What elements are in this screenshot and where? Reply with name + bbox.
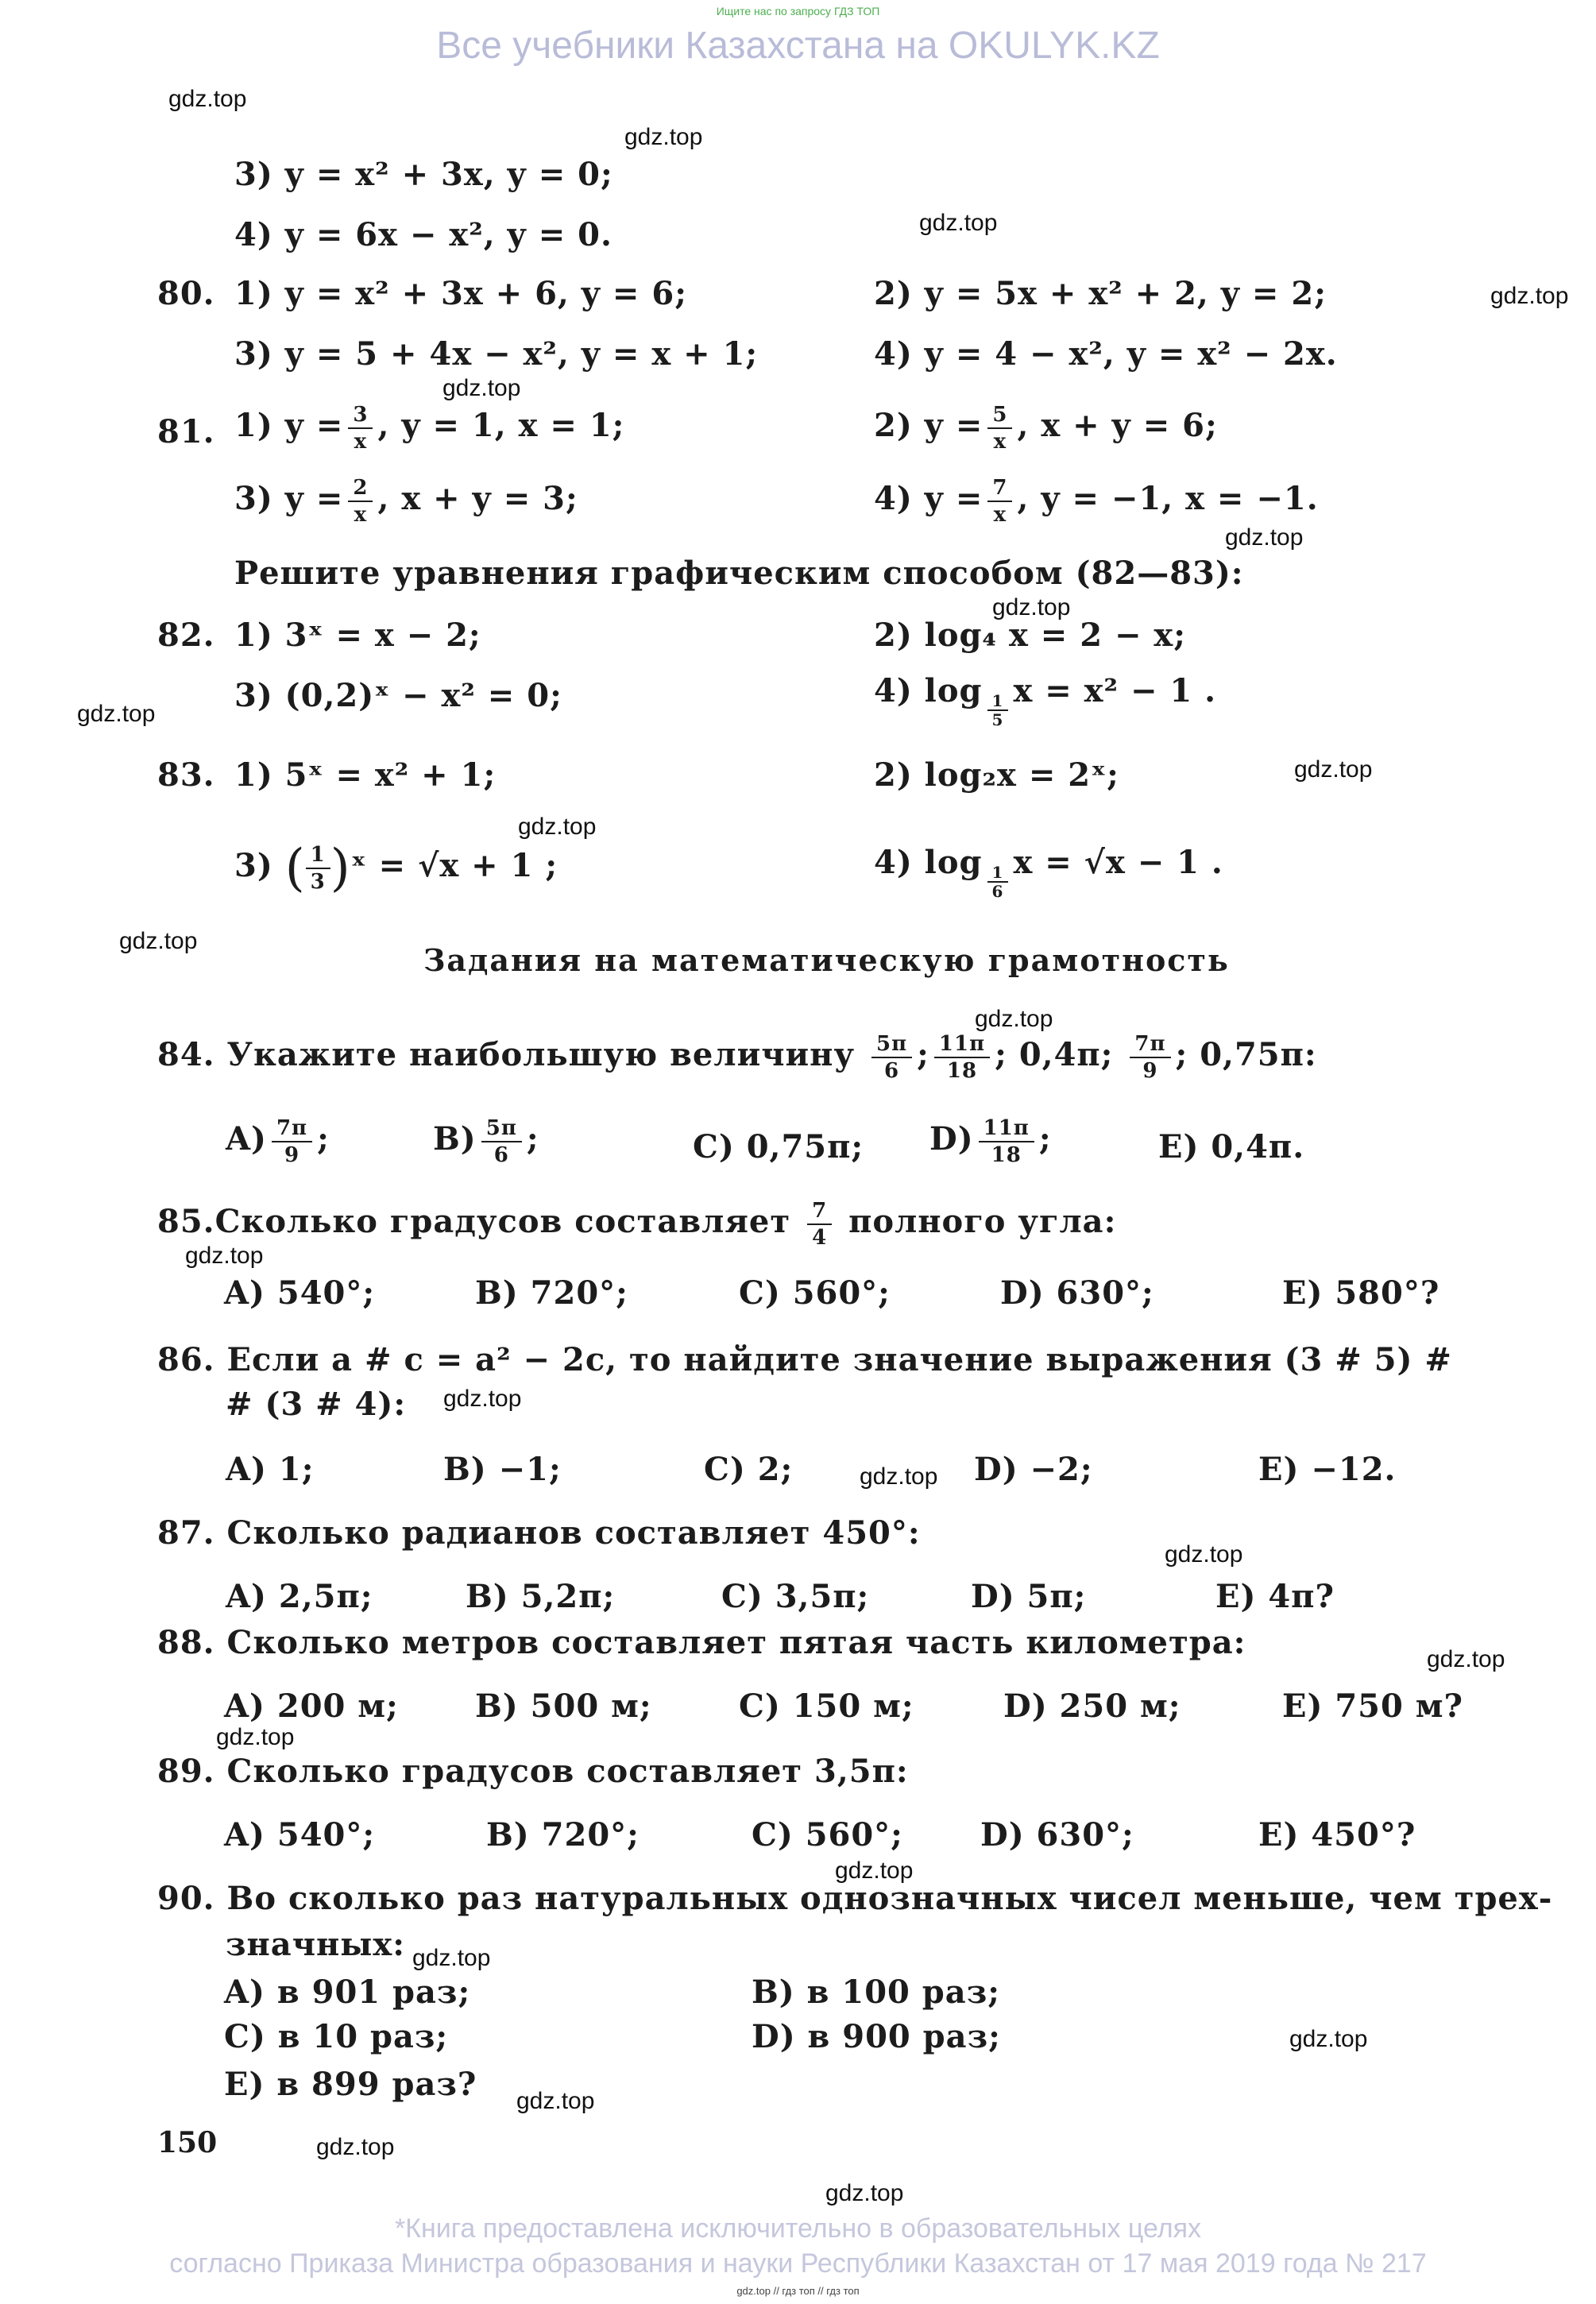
watermark: gdz.top bbox=[316, 2134, 395, 2160]
exercise-89-question: 89. Сколько градусов составляет 3,5π: bbox=[157, 1753, 909, 1790]
exercise-81-item-4: 4) y = $\frac{7}{x}$ , y = −1, x = −1. bbox=[874, 476, 1319, 527]
answer-e: E) 4π? bbox=[1215, 1578, 1335, 1615]
watermark: gdz.top bbox=[1225, 524, 1304, 551]
answer-a: A) в 901 раз; bbox=[224, 1973, 471, 2011]
exercise-83-item-3: 3) ( $\frac{1}{3}$ )ˣ = √x + 1 ; bbox=[234, 839, 558, 898]
answer-c: C) 150 м; bbox=[739, 1687, 914, 1725]
fraction-subscript: $\frac{1}{5}$ bbox=[987, 692, 1009, 729]
fraction: $\frac{5}{x}$ bbox=[987, 402, 1012, 454]
answer-c: C) 3,5π; bbox=[721, 1578, 870, 1615]
answer-d: D) −2; bbox=[974, 1451, 1093, 1488]
exercise-81-item-2: 2) y = $\frac{5}{x}$ , x + y = 6; bbox=[874, 403, 1218, 454]
exercise-82-item-4: 4) log $\frac{1}{5}$ x = x² − 1 . bbox=[874, 672, 1217, 729]
answer-e: E) 450°? bbox=[1258, 1816, 1416, 1854]
answer-c: C) в 10 раз; bbox=[224, 2018, 449, 2055]
page-number: 150 bbox=[157, 2126, 218, 2159]
watermark: gdz.top bbox=[835, 1858, 914, 1884]
exercise-85-question: 85.Сколько градусов составляет $\frac{7}{4}$ полного угла: bbox=[157, 1199, 1117, 1250]
watermark: gdz.top bbox=[216, 1724, 295, 1750]
answer-b: B) 5,2π; bbox=[466, 1578, 616, 1615]
fraction: $\frac{3}{x}$ bbox=[348, 402, 373, 454]
exercise-84-question: 84. Укажите наибольшую величину $\frac{5\pi}{6}$ ; $\frac{11\pi}{18}$ ; 0,4π; $\frac{7\pi}{9}$ ; 0,75π: bbox=[157, 1032, 1317, 1083]
answer-a: A) 1; bbox=[226, 1451, 315, 1488]
answer-a: A) 540°; bbox=[224, 1274, 376, 1312]
answer-e: E) −12. bbox=[1258, 1451, 1397, 1488]
fraction: $\frac{7}{4}$ bbox=[807, 1198, 832, 1251]
answer-e: E) 580°? bbox=[1282, 1274, 1440, 1312]
exercise-80-item-4: 4) y = 4 − x², y = x² − 2x. bbox=[874, 335, 1338, 373]
answer-a: A) 540°; bbox=[224, 1816, 376, 1854]
watermark: gdz.top bbox=[1427, 1646, 1505, 1672]
fraction: $\frac{1}{3}$ bbox=[306, 842, 330, 895]
answer-d: D) 250 м; bbox=[1003, 1687, 1181, 1725]
answer-d: D) 5π; bbox=[971, 1578, 1087, 1615]
answer-b: B) 720°; bbox=[475, 1274, 628, 1312]
fraction: $\frac{7\pi}{9}$ bbox=[1130, 1031, 1170, 1084]
exercise-86-question-cont: # (3 # 4): bbox=[226, 1386, 407, 1423]
watermark: gdz.top bbox=[825, 2180, 904, 2206]
answer-e: E) 750 м? bbox=[1282, 1687, 1463, 1725]
watermark: gdz.top bbox=[77, 701, 156, 727]
exercise-number: 87. bbox=[157, 1514, 215, 1552]
footer-line-2: согласно Приказа Министра образования и науки Республики Казахстан от 17 мая 2019 года № 217 bbox=[169, 2248, 1427, 2279]
exercise-82-item-2: 2) log₄ x = 2 − x; bbox=[874, 617, 1186, 654]
exercise-80-item-3: 3) y = 5 + 4x − x², y = x + 1; bbox=[234, 335, 759, 373]
watermark: gdz.top bbox=[443, 1386, 522, 1412]
exercise-number: 85. bbox=[157, 1203, 215, 1240]
fraction-subscript: $\frac{1}{6}$ bbox=[987, 864, 1009, 900]
answer-b: B) в 100 раз; bbox=[752, 1973, 1000, 2011]
exercise-number: 88. bbox=[157, 1624, 215, 1661]
answer-d: D) в 900 раз; bbox=[752, 2018, 1001, 2055]
watermark: gdz.top bbox=[860, 1463, 938, 1490]
answer-d: D) 630°; bbox=[1000, 1274, 1154, 1312]
exercise-number: 83. bbox=[157, 756, 215, 794]
watermark: gdz.top bbox=[975, 1006, 1053, 1032]
fraction: $\frac{2}{x}$ bbox=[348, 475, 373, 528]
answer-a: A) 2,5π; bbox=[226, 1578, 373, 1615]
watermark: gdz.top bbox=[1289, 2026, 1368, 2052]
fraction: $\frac{7}{x}$ bbox=[987, 475, 1012, 528]
exercise-number: 86. bbox=[157, 1341, 215, 1378]
answer-b: B) −1; bbox=[443, 1451, 562, 1488]
exercise-80-item-2: 2) y = 5x + x² + 2, y = 2; bbox=[874, 275, 1327, 312]
exercise-90-question-cont: значных: bbox=[226, 1926, 405, 1963]
exercise-82-item-1: 1) 3ˣ = x − 2; bbox=[234, 617, 481, 654]
exercise-number: 82. bbox=[157, 617, 215, 654]
exercise-79-item-4: 4) y = 6x − x², y = 0. bbox=[234, 216, 613, 253]
exercise-79-item-3: 3) y = x² + 3x, y = 0; bbox=[234, 156, 613, 193]
answer-c: C) 560°; bbox=[752, 1816, 903, 1854]
exercise-83-item-2: 2) log₂x = 2ˣ; bbox=[874, 756, 1119, 794]
exercise-number: 80. bbox=[157, 275, 215, 312]
watermark: gdz.top bbox=[185, 1243, 264, 1269]
section-title: Задания на математическую грамотность bbox=[423, 942, 1230, 978]
answer-a: A) 200 м; bbox=[224, 1687, 399, 1725]
watermark: gdz.top bbox=[412, 1945, 491, 1971]
watermark: gdz.top bbox=[1165, 1541, 1243, 1568]
fraction: $\frac{5\pi}{6}$ bbox=[871, 1031, 912, 1084]
fraction: $\frac{11\pi}{18}$ bbox=[934, 1031, 990, 1084]
watermark: gdz.top bbox=[1294, 756, 1373, 783]
watermark: gdz.top bbox=[992, 594, 1071, 620]
answer-c: C) 2; bbox=[704, 1451, 794, 1488]
watermark: gdz.top bbox=[442, 375, 521, 401]
answer-c: C) 560°; bbox=[739, 1274, 891, 1312]
exercise-87-question: 87. Сколько радианов составляет 450°: bbox=[157, 1514, 921, 1552]
exercise-81-item-3: 3) y = $\frac{2}{x}$ , x + y = 3; bbox=[234, 476, 578, 527]
instruction-text: Решите уравнения графическим способом (82—83): bbox=[234, 555, 1244, 592]
answer-b: B) $\frac{5\pi}{6}$ ; bbox=[433, 1116, 539, 1167]
watermark: gdz.top bbox=[624, 124, 703, 150]
exercise-number: 90. bbox=[157, 1880, 215, 1917]
exercise-82-item-3: 3) (0,2)ˣ − x² = 0; bbox=[234, 677, 562, 714]
answer-a: A) $\frac{7\pi}{9}$ ; bbox=[226, 1116, 330, 1167]
answer-d: D) $\frac{11\pi}{18}$ ; bbox=[929, 1116, 1052, 1167]
exercise-81-item-1: 1) y = $\frac{3}{x}$ , y = 1, x = 1; bbox=[234, 403, 625, 454]
watermark: gdz.top bbox=[119, 928, 198, 954]
top-search-note: Ищите нас по запросу ГДЗ ТОП bbox=[716, 5, 880, 17]
exercise-number: 84. bbox=[157, 1036, 215, 1073]
answer-b: B) 500 м; bbox=[475, 1687, 652, 1725]
watermark: gdz.top bbox=[919, 210, 998, 236]
watermark: gdz.top bbox=[516, 2088, 595, 2114]
answer-d: D) 630°; bbox=[980, 1816, 1134, 1854]
watermark: gdz.top bbox=[1490, 283, 1569, 309]
exercise-90-question: 90. Во сколько раз натуральных однозначных чисел меньше, чем трех- bbox=[157, 1880, 1553, 1917]
footer-tiny-note: gdz.top // гдз топ // гдз топ bbox=[736, 2285, 860, 2297]
exercise-80-item-1: 1) y = x² + 3x + 6, y = 6; bbox=[234, 275, 687, 312]
answer-c: C) 0,75π; bbox=[693, 1128, 864, 1166]
footer-line-1: *Книга предоставлена исключительно в образовательных целях bbox=[394, 2213, 1202, 2244]
watermark: gdz.top bbox=[168, 86, 247, 112]
answer-b: B) 720°; bbox=[486, 1816, 640, 1854]
exercise-83-item-1: 1) 5ˣ = x² + 1; bbox=[234, 756, 497, 794]
exercise-86-question: 86. Если a # c = a² − 2c, то найдите значение выражения (3 # 5) # bbox=[157, 1341, 1452, 1378]
exercise-number: 81. bbox=[157, 413, 215, 450]
site-title: Все учебники Казахстана на OKULYK.KZ bbox=[436, 25, 1160, 67]
exercise-number: 89. bbox=[157, 1753, 215, 1790]
exercise-88-question: 88. Сколько метров составляет пятая часть километра: bbox=[157, 1624, 1246, 1661]
exercise-83-item-4: 4) log $\frac{1}{6}$ x = √x − 1 . bbox=[874, 844, 1223, 901]
answer-e: E) 0,4π. bbox=[1158, 1128, 1305, 1166]
watermark: gdz.top bbox=[518, 814, 597, 840]
answer-e: E) в 899 раз? bbox=[224, 2066, 477, 2103]
